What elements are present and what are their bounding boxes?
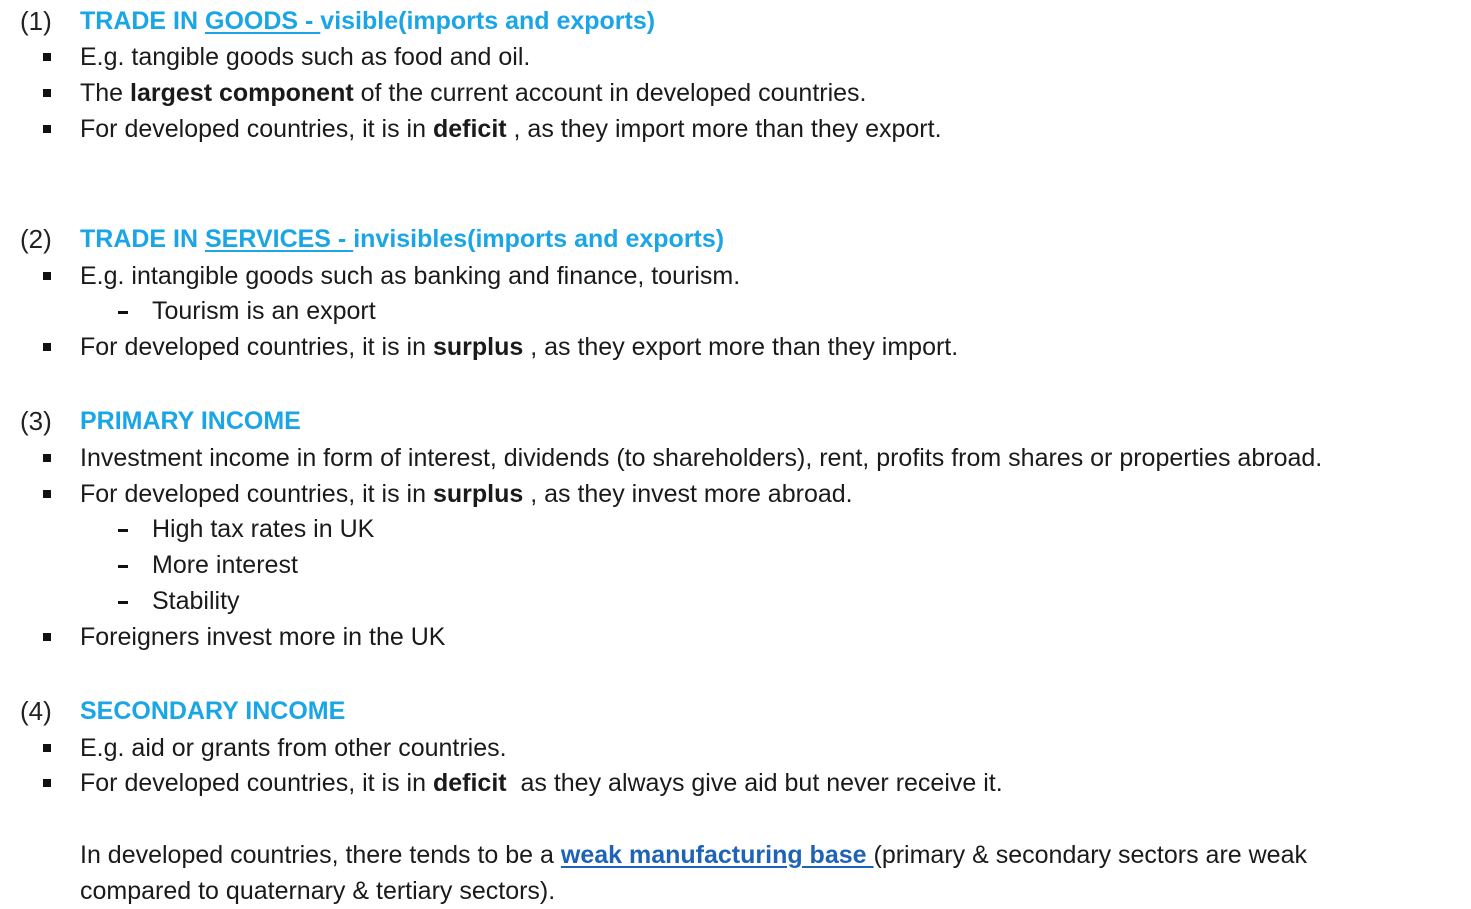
section-3-subitem-1: High tax rates in UK — [152, 515, 375, 543]
section-2-subitem-1: Tourism is an export — [152, 297, 376, 325]
bullet-icon — [43, 343, 51, 351]
bullet-text: Investment income in form of interest, dividends (to shareholders), rent, profits from shares or properties abroad. — [80, 444, 1323, 472]
bullet-text: Foreigners invest more in the UK — [80, 623, 446, 651]
bullet-icon — [43, 779, 51, 787]
bullet-text: For developed countries, it is in — [80, 333, 433, 361]
section-3-bullet-1 — [80, 443, 1322, 473]
section-4-bullet-1 — [80, 733, 507, 763]
bullet-text: as they always give aid but never receive it. — [506, 769, 1003, 797]
section-3-bullet-2 — [80, 479, 853, 509]
closing-text: (primary & secondary sectors are weak — [873, 841, 1307, 869]
bullet-icon — [43, 490, 51, 498]
section-3-subitem-2: More interest — [152, 551, 298, 579]
section-1-heading-post: visible(imports and exports) — [320, 7, 656, 35]
bullet-bold-text: surplus — [432, 333, 524, 361]
section-1-heading-underlined: GOODS - — [205, 7, 321, 35]
bullet-text: The — [80, 79, 131, 107]
bullet-bold-text: surplus — [432, 480, 524, 508]
section-1-bullet-3 — [80, 114, 942, 144]
section-2-number: (2) — [20, 224, 52, 254]
bullet-text: For developed countries, it is in — [80, 769, 433, 797]
closing-paragraph-line-1 — [80, 840, 1307, 870]
bullet-icon — [43, 454, 51, 462]
section-1-heading — [80, 6, 655, 36]
bullet-text: E.g. intangible goods such as banking and finance, tourism. — [80, 262, 741, 290]
bullet-text: of the current account in developed countries. — [353, 79, 867, 107]
bullet-text: , as they invest more abroad. — [523, 480, 853, 508]
weak-manufacturing-base-link[interactable]: weak manufacturing base — [560, 841, 874, 869]
section-4-number: (4) — [20, 696, 52, 726]
section-1-heading-pre: TRADE IN — [80, 7, 205, 35]
bullet-icon — [43, 633, 51, 641]
section-3-heading: PRIMARY INCOME — [80, 407, 301, 435]
bullet-text: For developed countries, it is in — [80, 480, 433, 508]
section-2-heading-underlined: SERVICES - — [205, 225, 354, 253]
closing-text: In developed countries, there tends to be a — [80, 841, 561, 869]
section-4-bullet-2 — [80, 768, 1003, 798]
bullet-text: For developed countries, it is in — [80, 115, 433, 143]
section-2-bullet-1 — [80, 261, 740, 291]
section-3-number: (3) — [20, 406, 52, 436]
section-1-bullet-2 — [80, 78, 867, 108]
dash-icon — [118, 601, 128, 604]
section-2-heading-pre: TRADE IN — [80, 225, 205, 253]
bullet-icon — [43, 89, 51, 97]
bullet-icon — [43, 272, 51, 280]
bullet-icon — [43, 53, 51, 61]
dash-icon — [118, 565, 128, 568]
section-1-number: (1) — [20, 6, 52, 36]
bullet-text: , as they export more than they import. — [523, 333, 959, 361]
bullet-bold-text: deficit — [432, 115, 507, 143]
section-1-bullet-1 — [80, 42, 530, 72]
bullet-text: E.g. tangible goods such as food and oil. — [80, 43, 531, 71]
dash-icon — [118, 529, 128, 532]
section-3-bullet-3 — [80, 622, 445, 652]
section-4-heading: SECONDARY INCOME — [80, 697, 346, 725]
section-2-heading — [80, 224, 724, 254]
bullet-bold-text: deficit — [432, 769, 507, 797]
dash-icon — [118, 311, 128, 314]
section-2-bullet-2 — [80, 332, 958, 362]
section-3-subitem-3: Stability — [152, 587, 240, 615]
bullet-icon — [43, 744, 51, 752]
bullet-text: E.g. aid or grants from other countries. — [80, 734, 507, 762]
closing-paragraph-line-2: compared to quaternary & tertiary sectors). — [80, 877, 556, 905]
section-2-heading-post: invisibles(imports and exports) — [353, 225, 725, 253]
bullet-text: , as they import more than they export. — [506, 115, 942, 143]
bullet-icon — [43, 125, 51, 133]
bullet-bold-text: largest component — [130, 79, 354, 107]
